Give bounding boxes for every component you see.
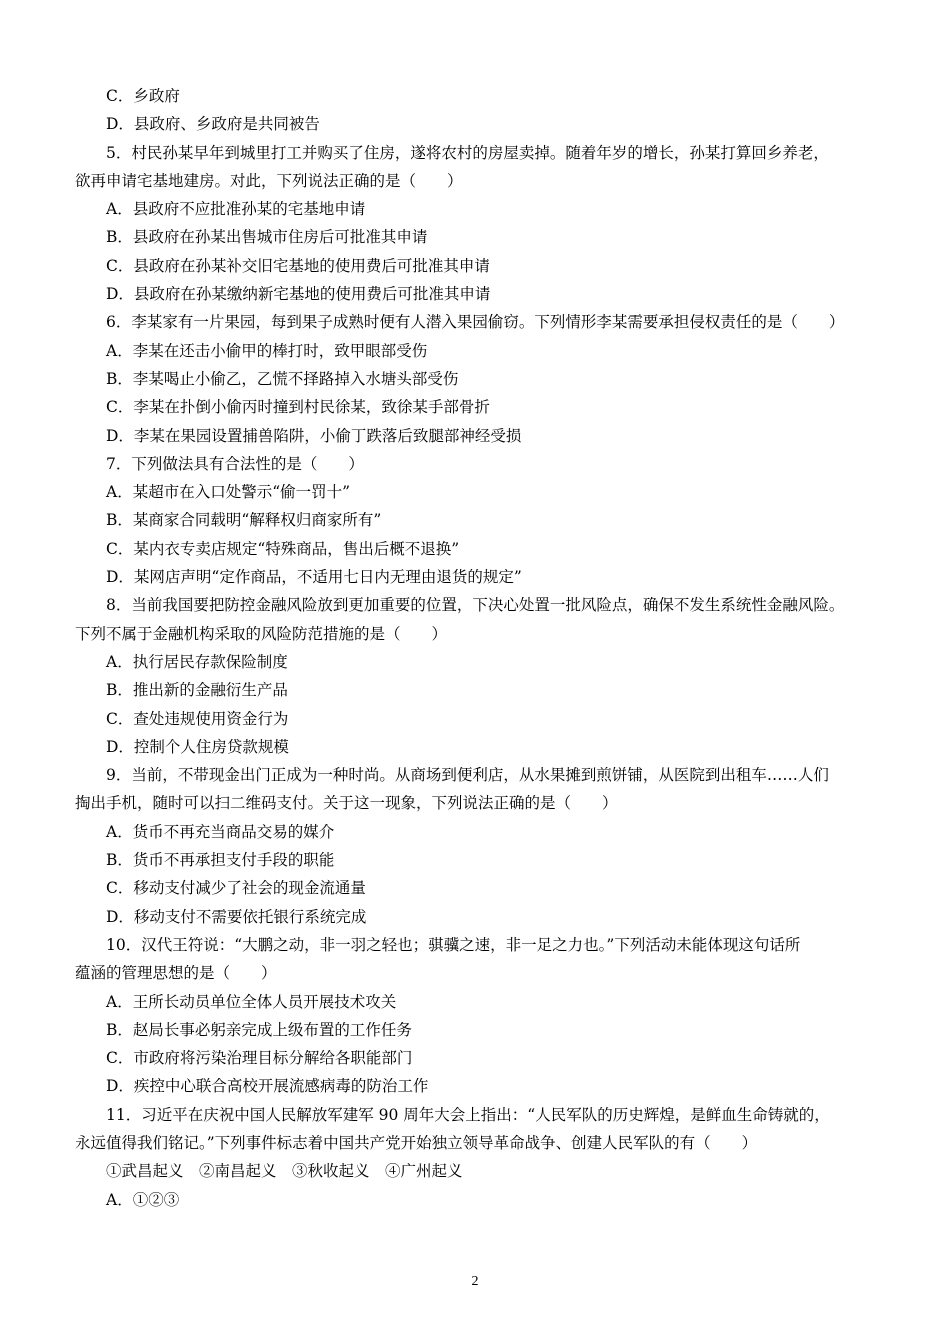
q10-stem: 10．汉代王符说：“大鹏之动，非一羽之轻也；骐骥之速，非一足之力也。”下列活动未能体现这句话所: [106, 935, 801, 954]
q10-option-c: C．市政府将污染治理目标分解给各职能部门: [106, 1049, 413, 1068]
q9-stem: 9．当前，不带现金出门正成为一种时尚。从商场到便利店，从水果摊到煎饼铺，从医院到出租车……人们: [106, 766, 829, 785]
q5-stem: 5．村民孙某早年到城里打工并购买了住房，遂将农村的房屋卖掉。随着年岁的增长，孙某打算回乡养老，: [106, 143, 829, 162]
q11-option-a: A．①②③: [106, 1190, 180, 1209]
q5-option-a: A．县政府不应批准孙某的宅基地申请: [106, 200, 366, 219]
q5-stem-continued: 欲再申请宅基地建房。对此，下列说法正确的是（ ）: [75, 171, 463, 190]
q6-option-c: C．李某在扑倒小偷丙时撞到村民徐某，致徐某手部骨折: [106, 398, 490, 417]
q9-option-d: D．移动支付不需要依托银行系统完成: [106, 907, 367, 926]
q9-option-c: C．移动支付减少了社会的现金流通量: [106, 879, 366, 898]
q6-option-d: D．李某在果园设置捕兽陷阱，小偷丁跌落后致腿部神经受损: [106, 426, 522, 445]
q9-option-b: B．货币不再承担支付手段的职能: [106, 851, 335, 870]
q4-option-c: C．乡政府: [106, 87, 180, 105]
q8-option-d: D．控制个人住房贷款规模: [106, 737, 289, 756]
question-list: [75, 82, 885, 1214]
q7-stem: 7．下列做法具有合法性的是（ ）: [106, 454, 364, 473]
q10-option-a: A．王所长动员单位全体人员开展技术攻关: [106, 992, 397, 1011]
q11-stem-continued: 永远值得我们铭记。”下列事件标志着中国共产党开始独立领导革命战争、创建人民军队的有（ ）: [75, 1133, 758, 1152]
q5-option-d: D．县政府在孙某缴纳新宅基地的使用费后可批准其申请: [106, 285, 491, 304]
q4-option-d: D．县政府、乡政府是共同被告: [106, 115, 320, 134]
q6-option-b: B．李某喝止小偷乙，乙慌不择路掉入水塘头部受伤: [106, 369, 459, 388]
q9-option-a: A．货币不再充当商品交易的媒介: [106, 822, 335, 841]
q11-choices: ①武昌起义 ②南昌起义 ③秋收起义 ④广州起义: [106, 1162, 463, 1181]
q7-option-c: C．某内衣专卖店规定“特殊商品，售出后概不退换”: [106, 539, 460, 558]
q8-option-c: C．查处违规使用资金行为: [106, 709, 289, 728]
q8-stem-continued: 下列不属于金融机构采取的风险防范措施的是（ ）: [75, 624, 448, 643]
q11-stem: 11．习近平在庆祝中国人民解放军建军 90 周年大会上指出：“人民军队的历史辉煌，是鲜血生命铸就的，: [106, 1105, 830, 1124]
q10-option-b: B．赵局长事必躬亲完成上级布置的工作任务: [106, 1020, 412, 1039]
q10-stem-continued: 蕴涵的管理思想的是（ ）: [75, 964, 277, 983]
q9-stem-continued: 掏出手机，随时可以扫二维码支付。关于这一现象，下列说法正确的是（ ）: [75, 794, 618, 813]
q8-option-b: B．推出新的金融衍生产品: [106, 681, 288, 700]
q6-stem: 6．李某家有一片果园，每到果子成熟时便有人潜入果园偷窃。下列情形李某需要承担侵权责任的是（ ）: [106, 313, 845, 332]
q10-option-d: D．疾控中心联合高校开展流感病毒的防治工作: [106, 1077, 429, 1096]
q7-option-d: D．某网店声明“定作商品，不适用七日内无理由退货的规定”: [106, 568, 522, 587]
q6-option-a: A．李某在还击小偷甲的棒打时，致甲眼部受伤: [106, 341, 428, 360]
q8-option-a: A．执行居民存款保险制度: [106, 652, 288, 671]
page-number: 2: [471, 1274, 479, 1289]
q5-option-b: B．县政府在孙某出售城市住房后可批准其申请: [106, 228, 428, 247]
q7-option-a: A．某超市在入口处警示“偷一罚十”: [106, 483, 351, 502]
q5-option-c: C．县政府在孙某补交旧宅基地的使用费后可批准其申请: [106, 256, 490, 275]
q7-option-b: B．某商家合同载明“解释权归商家所有”: [106, 511, 382, 530]
q8-stem: 8．当前我国要把防控金融风险放到更加重要的位置，下决心处置一批风险点，确保不发生系统性金融风险。: [106, 596, 845, 615]
